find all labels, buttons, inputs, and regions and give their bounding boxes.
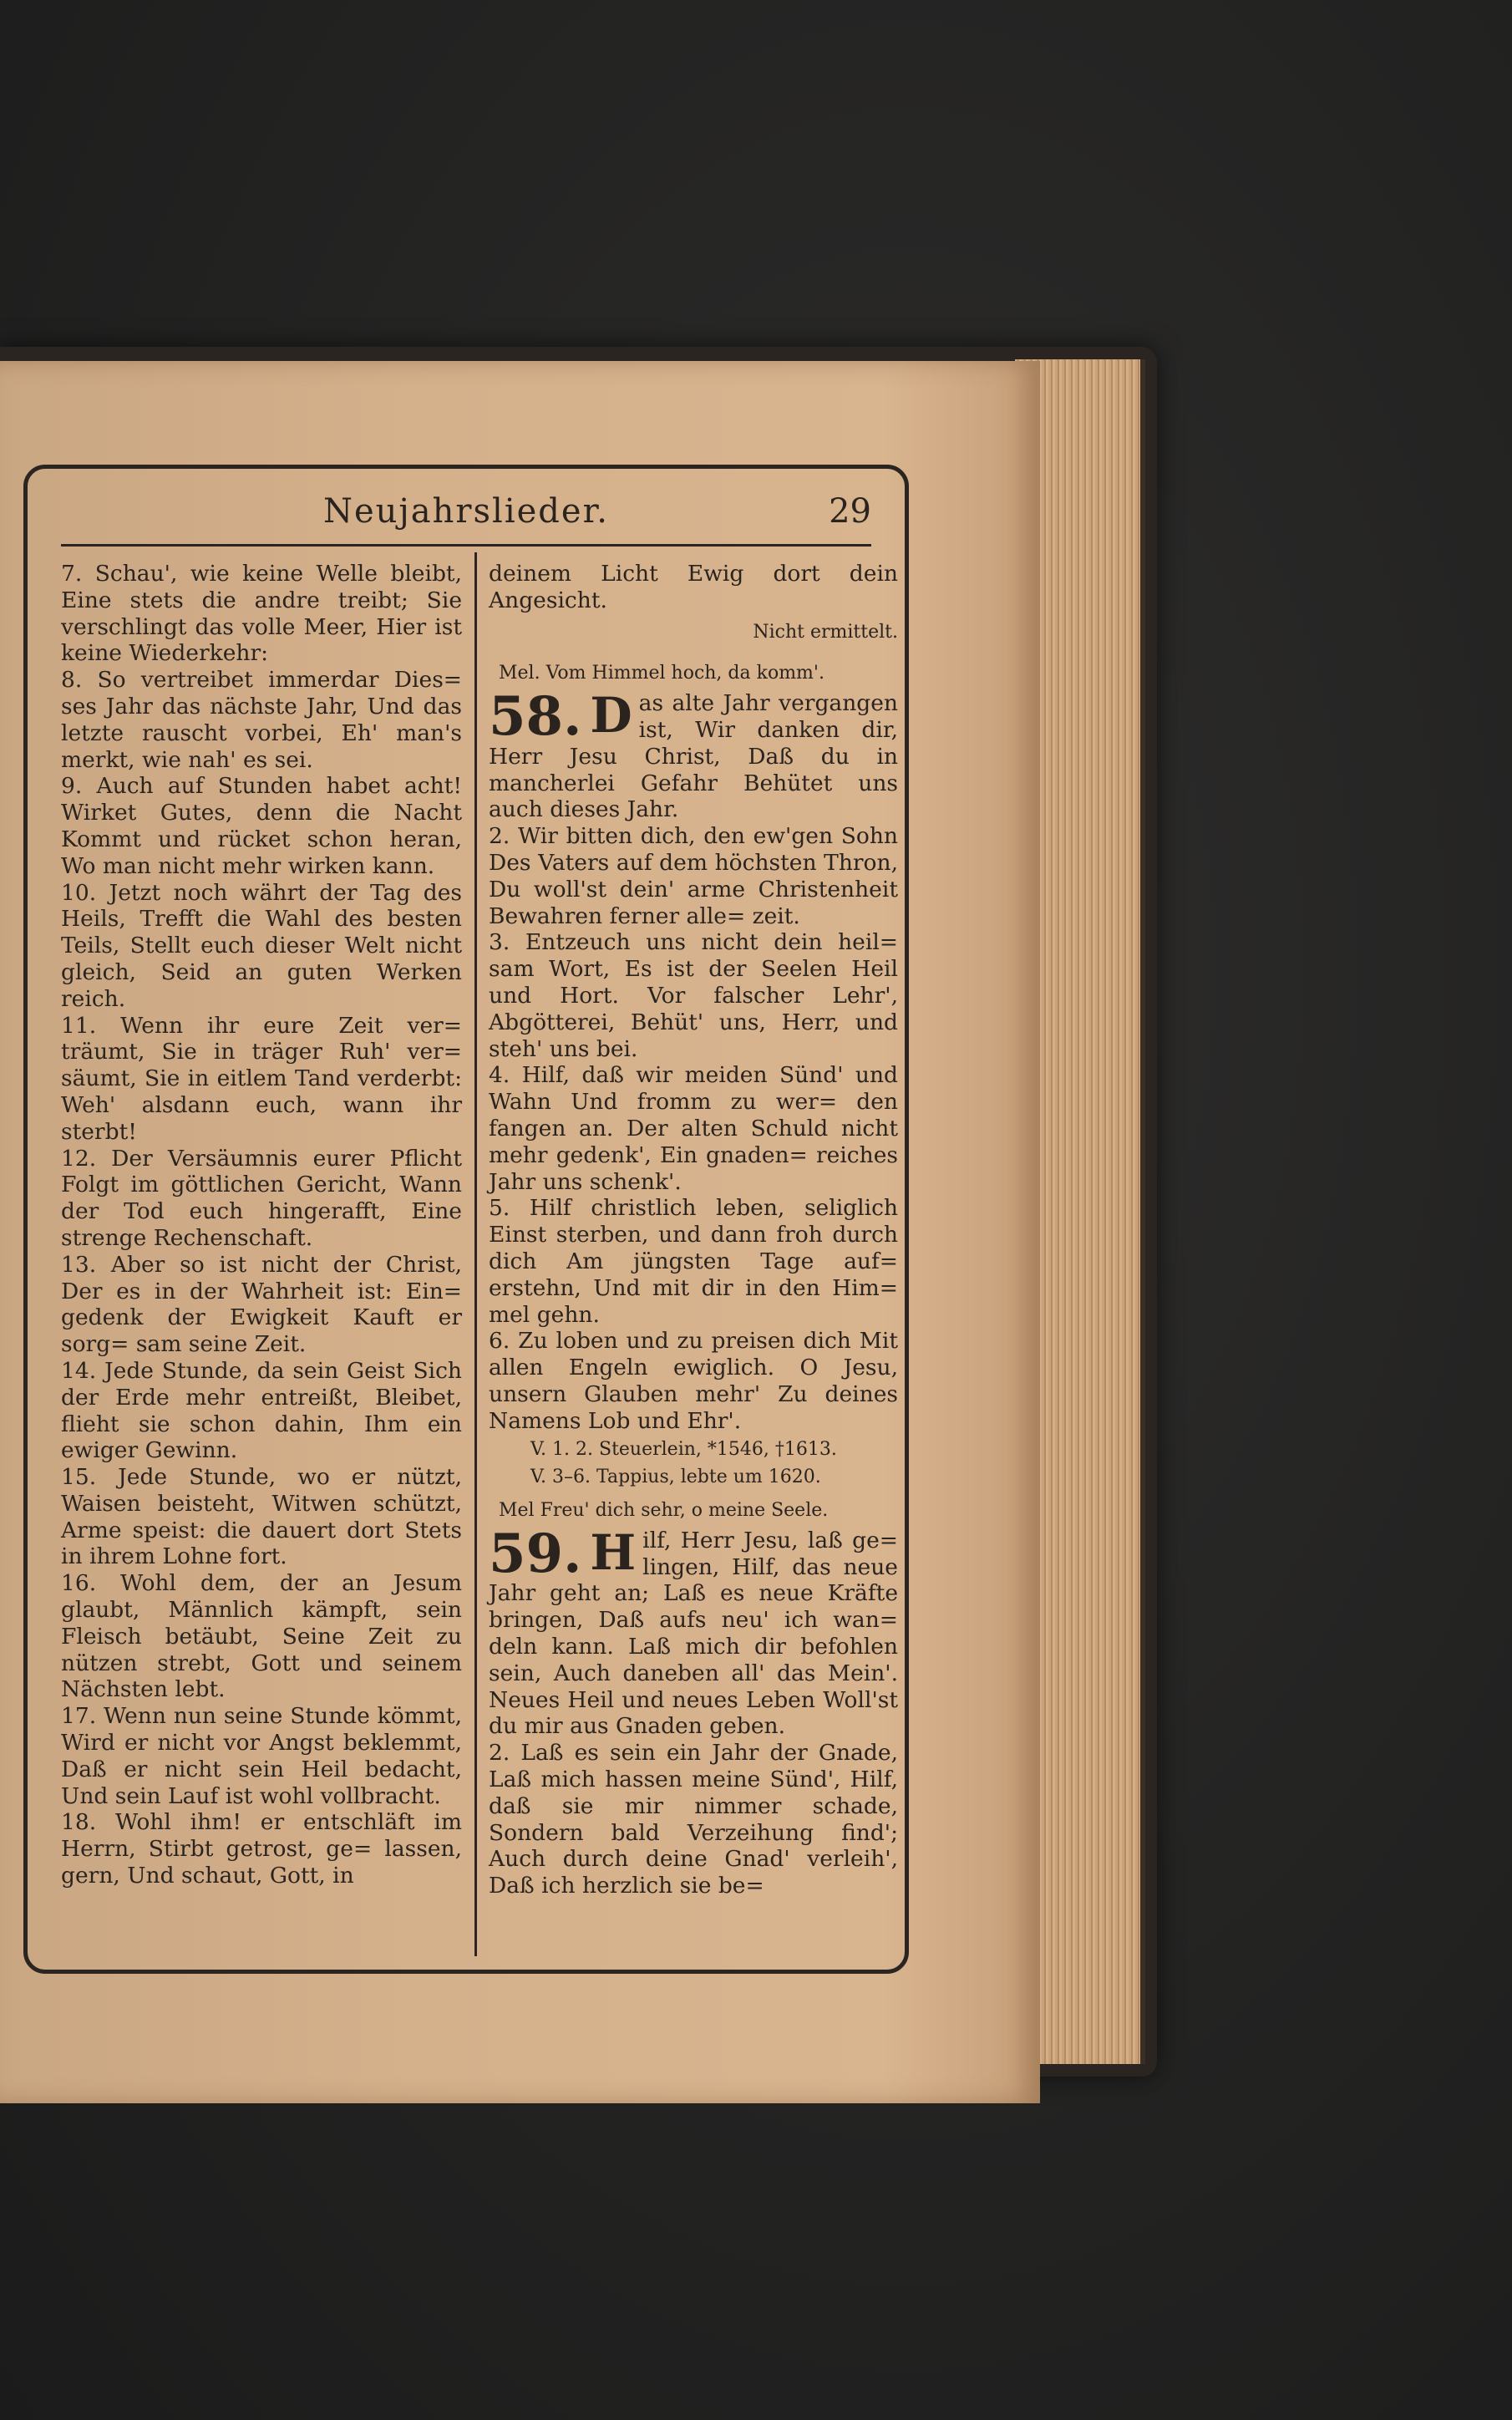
author-line: V. 1. 2. Steuerlein, *1546, †1613. bbox=[530, 1438, 837, 1460]
verse: 14. Jede Stunde, da sein Geist Sich der Erde mehr entreißt, Bleibet, flieht sie schon dahin, Ihm ein ewiger Gewinn. bbox=[61, 1357, 462, 1464]
melody-line: Mel. Vom Himmel hoch, da komm'. bbox=[499, 663, 824, 684]
verse: 3. Entzeuch uns nicht dein heil= sam Wort, Es ist der Seelen Heil und Hort. Vor falscher Lehr', Abgötterei, Behüt' uns, Herr, und steh' uns bei. bbox=[489, 929, 898, 1062]
hymn-number: 59. bbox=[489, 1522, 582, 1585]
verse: 5. Hilf christlich leben, seliglich Einst sterben, und dann froh durch dich Am jüngsten Tage auf= erstehn, Und mit dir in den Him= mel gehn. bbox=[489, 1195, 898, 1328]
drop-cap: D bbox=[590, 687, 632, 745]
author-line: V. 3–6. Tappius, lebte um 1620. bbox=[530, 1467, 821, 1488]
drop-cap: H bbox=[590, 1523, 637, 1581]
hymn-59 bbox=[489, 1522, 898, 1740]
verse: 8. So vertreibet immerdar Dies= ses Jahr das nächste Jahr, Und das letzte rauscht vorbei, Eh' man's merkt, wie nah' es sei. bbox=[61, 667, 462, 773]
verse: 15. Jede Stunde, wo er nützt, Waisen beisteht, Witwen schützt, Arme speist: die dauert dort Stets in ihrem Lohne fort. bbox=[61, 1464, 462, 1570]
hymn-58 bbox=[489, 685, 898, 823]
verse: 12. Der Versäumnis eurer Pflicht Folgt im göttlichen Gericht, Wann der Tod euch hingerafft, Eine strenge Rechenschaft. bbox=[61, 1145, 462, 1251]
first-verse: as alte Jahr vergangen ist, Wir danken dir, Herr Jesu Christ, Daß du in mancherlei Gefahr Behütet uns auch dieses Jahr. bbox=[489, 690, 898, 823]
verse: 9. Auch auf Stunden habet acht! Wirket Gutes, denn die Nacht Kommt und rücket schon heran, Wo man nicht mehr wirken kann. bbox=[61, 773, 462, 879]
left-column bbox=[61, 561, 462, 1889]
verse: 17. Wenn nun seine Stunde kömmt, Wird er nicht vor Angst beklemmt, Daß er nicht sein Heil bedacht, Und sein Lauf ist wohl vollbracht. bbox=[61, 1703, 462, 1809]
right-column bbox=[489, 561, 898, 1899]
column-divider bbox=[474, 552, 477, 1956]
first-verse: ilf, Herr Jesu, laß ge= lingen, Hilf, das neue Jahr geht an; Laß es neue Kräfte bringen, Daß aufs neu' ich wan= deln kann. Laß mich dir befohlen sein, Auch daneben all' das Mein'. Neues Heil und neues Leben Woll'st du mir aus Gnaden geben. bbox=[489, 1527, 898, 1740]
attribution: Nicht ermittelt. bbox=[753, 621, 898, 643]
page-header bbox=[61, 486, 871, 547]
page-number: 29 bbox=[829, 492, 871, 531]
verse: 2. Wir bitten dich, den ew'gen Sohn Des Vaters auf dem höchsten Thron, Du woll'st dein' arme Christenheit Bewahren ferner alle= zeit. bbox=[489, 823, 898, 929]
verse: 18. Wohl ihm! er entschläft im Herrn, Stirbt getrost, ge= lassen, gern, Und schaut, Gott, in bbox=[61, 1809, 462, 1889]
verse: 6. Zu loben und zu preisen dich Mit allen Engeln ewiglich. O Jesu, unsern Glauben mehr' Zu deines Namens Lob und Ehr'. bbox=[489, 1328, 898, 1434]
verse: 13. Aber so ist nicht der Christ, Der es in der Wahrheit ist: Ein= gedenk der Ewigkeit Kauft er sorg= sam seine Zeit. bbox=[61, 1251, 462, 1358]
verse: 16. Wohl dem, der an Jesum glaubt, Männlich kämpft, sein Fleisch betäubt, Seine Zeit zu nützen strebt, Gott und seinem Nächsten lebt. bbox=[61, 1570, 462, 1703]
verse: 11. Wenn ihr eure Zeit ver= träumt, Sie in träger Ruh' ver= säumt, Sie in eitlem Tand verderbt: Weh' alsdann euch, wann ihr sterbt! bbox=[61, 1012, 462, 1145]
verse: 2. Laß es sein ein Jahr der Gnade, Laß mich hassen meine Sünd', Hilf, daß sie mir nimmer schade, Sondern bald Verzeihung find'; Auch durch deine Gnad' verleih', Daß ich herzlich sie be= bbox=[489, 1740, 898, 1899]
verse-continuation: deinem Licht Ewig dort dein Angesicht. bbox=[489, 561, 898, 613]
running-title: Neujahrslieder. bbox=[322, 492, 610, 531]
page-frame bbox=[23, 465, 909, 1974]
book-page bbox=[0, 361, 1040, 2103]
hymn-number: 58. bbox=[489, 685, 582, 749]
verse: 4. Hilf, daß wir meiden Sünd' und Wahn Und fromm zu wer= den fangen an. Der alten Schuld nicht mehr gedenk', Ein gnaden= reiches Jahr uns schenk'. bbox=[489, 1062, 898, 1195]
verse: 10. Jetzt noch währt der Tag des Heils, Trefft die Wahl des besten Teils, Stellt euch dieser Welt nicht gleich, Seid an guten Werken reich. bbox=[61, 879, 462, 1012]
melody-line: Mel Freu' dich sehr, o meine Seele. bbox=[499, 1500, 829, 1522]
verse: 7. Schau', wie keine Welle bleibt, Eine stets die andre treibt; Sie verschlingt das volle Meer, Hier ist keine Wiederkehr: bbox=[61, 561, 462, 667]
